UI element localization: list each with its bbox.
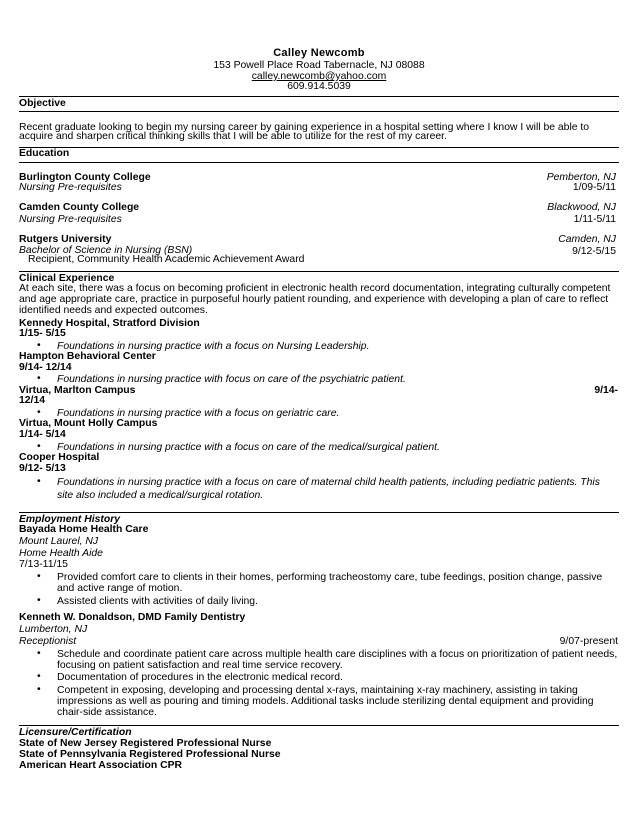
job-bullet-text: Provided comfort care to clients in their homes, performing tracheostomy care, tube feedings, position change, passive (57, 572, 603, 583)
school-name: Burlington County College (19, 172, 151, 183)
award: Recipient, Community Health Academic Achievement Award (28, 254, 305, 265)
site-name: Virtua, Mount Holly Campus (19, 418, 158, 429)
site-dates-end: 12/14 (19, 395, 46, 406)
job-bullet-text: impressions as well as pouring and timing models. Additional tasks include sterilizing dental equipment and providing (57, 696, 594, 707)
program: Bachelor of Science in Nursing (BSN) (19, 245, 193, 256)
site-bullet-text: site also included a medical/surgical rotation. (57, 490, 264, 501)
site-bullet-text: Foundations in nursing practice with a focus on care of the medical/surgical patient. (57, 442, 440, 453)
site-dates: 9/14- 12/14 (19, 362, 72, 373)
education-dates: 9/12-5/15 (572, 246, 616, 257)
clinical-intro-line-1: At each site, there was a focus on becoming proficient in electronic health record documentation, integrating culturally competent (19, 283, 611, 294)
bullet-icon: • (37, 407, 41, 418)
education-dates: 1/11-5/11 (573, 214, 616, 225)
employment-heading: Employment History (19, 514, 121, 525)
email-text[interactable]: calley.newcomb@yahoo.com (251, 71, 387, 82)
education-heading: Education (19, 148, 70, 159)
phone: 609.914.5039 (287, 81, 351, 92)
site-dates-start: 9/14- (594, 385, 618, 396)
school-name: Rutgers University (19, 234, 112, 245)
site-dates: 1/14- 5/14 (19, 429, 66, 440)
objective-line-2: acquire and sharpen critical thinking skills that I will be able to utilize for the rest of my career. (19, 131, 447, 142)
site-bullet-text: Foundations in nursing practice with a focus on care of maternal child health patients, including pediatric patients. This (57, 477, 600, 488)
job-dates: 9/07-present (559, 636, 618, 647)
divider (19, 725, 619, 726)
site-bullet-text: Foundations in nursing practice with a focus on Nursing Leadership. (57, 341, 370, 352)
bullet-icon: • (37, 441, 41, 452)
school-location: Pemberton, NJ (546, 172, 616, 183)
license-item: American Heart Association CPR (19, 760, 183, 771)
bullet-icon: • (37, 476, 41, 487)
bullet-icon: • (37, 595, 41, 606)
address: 153 Powell Place Road Tabernacle, NJ 08088 (213, 60, 425, 71)
job-bullet-text: focusing on patient satisfaction and real time service recovery. (57, 660, 343, 671)
job-bullet-text: Documentation of procedures in the electronic medical record. (57, 672, 343, 683)
objective-heading: Objective (19, 98, 66, 109)
job-bullet-text: Assisted clients with activities of daily living. (57, 596, 258, 607)
job-bullet-text: chair-side assistance. (57, 707, 157, 718)
clinical-intro-line-2: and age appropriate care, practice in purposeful hourly patient rounding, and experience with developing a plan of care to reflect (19, 294, 609, 305)
school-name: Camden County College (19, 202, 140, 213)
resume-name: Calley Newcomb (273, 47, 365, 59)
divider (19, 147, 619, 148)
program: Nursing Pre-requisites (19, 182, 122, 193)
school-location: Blackwood, NJ (547, 202, 616, 213)
license-item: State of New Jersey Registered Professional Nurse (19, 738, 272, 749)
site-dates: 9/12- 5/13 (19, 463, 66, 474)
bullet-icon: • (37, 671, 41, 682)
divider (19, 96, 619, 97)
job-bullet-text: Competent in exposing, developing and processing dental x-rays, maintaining x-ray machinery, assisting in taking (57, 685, 578, 696)
divider (19, 111, 619, 112)
bullet-icon: • (37, 571, 41, 582)
divider (19, 162, 619, 163)
site-name: Hampton Behavioral Center (19, 351, 156, 362)
site-name: Cooper Hospital (19, 452, 100, 463)
program: Nursing Pre-requisites (19, 214, 122, 225)
employer-name: Kenneth W. Donaldson, DMD Family Dentistry (19, 612, 246, 623)
bullet-icon: • (37, 684, 41, 695)
divider (19, 271, 619, 272)
employer-location: Mount Laurel, NJ (19, 536, 99, 547)
bullet-icon: • (37, 648, 41, 659)
site-name: Virtua, Marlton Campus (19, 385, 136, 396)
employer-location: Lumberton, NJ (19, 624, 88, 635)
job-title: Home Health Aide (19, 548, 103, 559)
bullet-icon: • (37, 373, 41, 384)
job-dates: 7/13-11/15 (19, 559, 68, 570)
job-bullet-text: Schedule and coordinate patient care across multiple health care disciplines with a focus on prioritization of patient needs, (57, 649, 618, 660)
objective-line-1: Recent graduate looking to begin my nursing career by gaining experience in a hospital setting where I know I will be able to (19, 122, 590, 133)
clinical-heading: Clinical Experience (19, 273, 115, 284)
divider (19, 512, 619, 513)
job-bullet-text: and active range of motion. (57, 583, 183, 594)
site-name: Kennedy Hospital, Stratford Division (19, 318, 200, 329)
licensure-heading: Licensure/Certification (19, 727, 132, 738)
site-dates: 1/15- 5/15 (19, 328, 66, 339)
job-title: Receptionist (19, 636, 77, 647)
employer-name: Bayada Home Health Care (19, 524, 149, 535)
clinical-intro-line-3: identified needs and expected outcomes. (19, 305, 208, 316)
education-dates: 1/09-5/11 (572, 182, 616, 193)
license-item: State of Pennsylvania Registered Professional Nurse (19, 749, 281, 760)
bullet-icon: • (37, 340, 41, 351)
site-bullet-text: Foundations in nursing practice with a focus on geriatric care. (57, 408, 340, 419)
site-bullet-text: Foundations in nursing practice with focus on care of the psychiatric patient. (57, 374, 406, 385)
school-location: Camden, NJ (558, 234, 616, 245)
